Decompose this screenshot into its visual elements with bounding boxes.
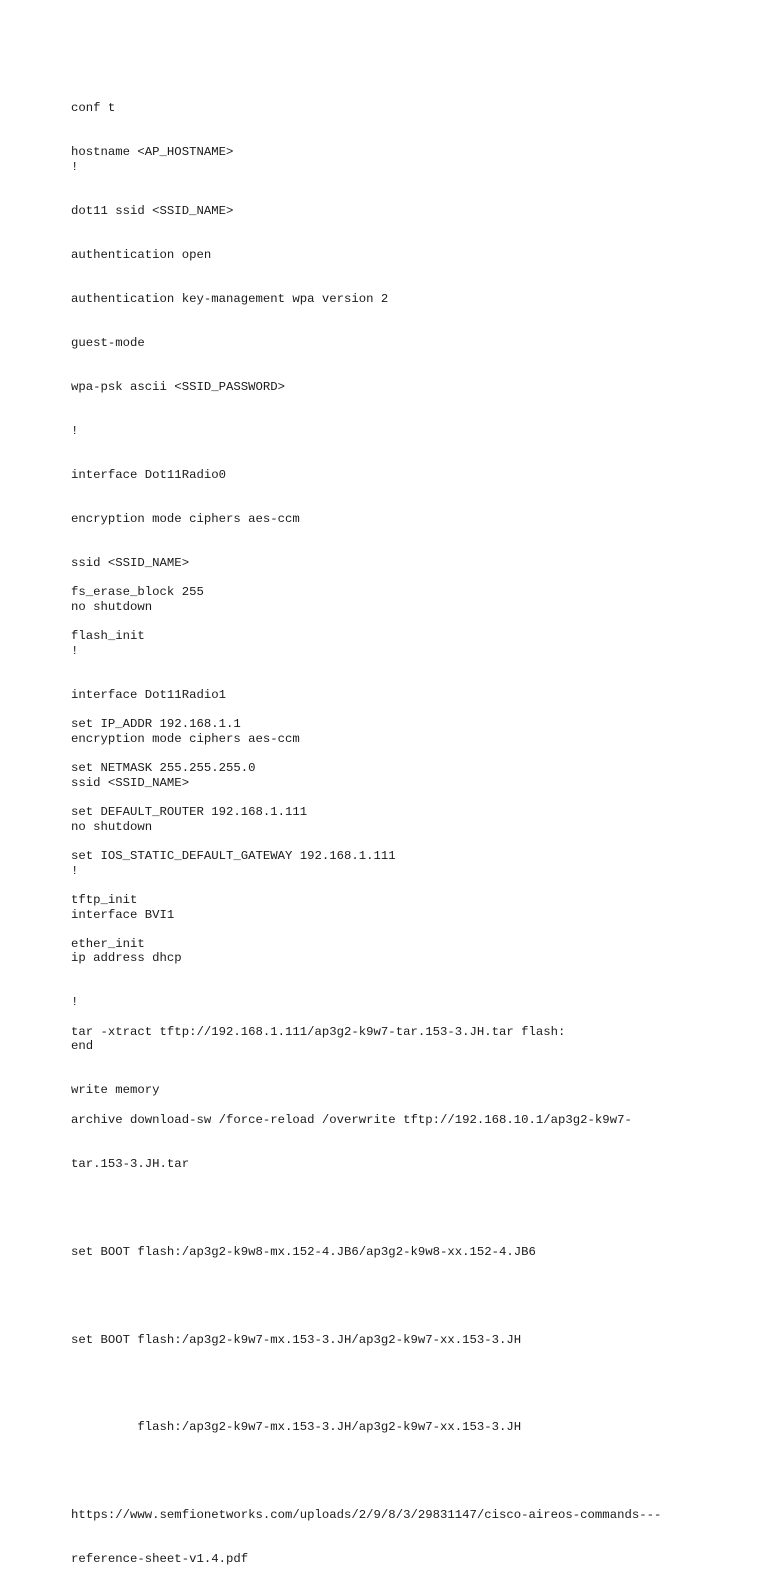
- reference-url-line: https://www.semfionetworks.com/uploads/2/9/8/3/29831147/cisco-aireos-commands---: [71, 1508, 662, 1523]
- text-line: no shutdown: [71, 819, 153, 834]
- text-line: set NETMASK 255.255.255.0: [71, 761, 256, 776]
- text-line: dot11 ssid <SSID_NAME>: [71, 204, 234, 219]
- blank-line: [71, 1201, 661, 1216]
- blank-line: [71, 673, 661, 688]
- text-line: encryption mode ciphers aes-ccm: [71, 511, 300, 526]
- text-line: encryption mode ciphers aes-ccm: [71, 731, 300, 746]
- text-line: ip address dhcp: [71, 951, 182, 966]
- text-line: wpa-psk ascii <SSID_PASSWORD>: [71, 380, 286, 395]
- text-line: !: [71, 160, 79, 175]
- text-line: set IP_ADDR 192.168.1.1: [71, 717, 241, 732]
- text-line: conf t: [71, 101, 116, 116]
- text-line: authentication open: [71, 248, 212, 263]
- blank-line: [71, 1464, 661, 1479]
- text-line: ssid <SSID_NAME>: [71, 775, 190, 790]
- text-line: !: [71, 424, 79, 439]
- text-line: write memory: [71, 1083, 160, 1098]
- text-line: !: [71, 863, 79, 878]
- text-line: tar -xtract tftp://192.168.1.111/ap3g2-k9w7-tar.153-3.JH.tar flash:: [71, 1024, 566, 1039]
- text-line: authentication key-management wpa version 2: [71, 292, 389, 307]
- text-line: !: [71, 643, 79, 658]
- text-line: interface BVI1: [71, 907, 175, 922]
- blank-line: [71, 981, 661, 996]
- blank-line: [71, 1069, 661, 1084]
- text-line: tar.153-3.JH.tar: [71, 1156, 190, 1171]
- text-line: flash_init: [71, 629, 145, 644]
- text-line: set BOOT flash:/ap3g2-k9w8-mx.152-4.JB6/ap3g2-k9w8-xx.152-4.JB6: [71, 1244, 536, 1259]
- text-line: set DEFAULT_ROUTER 192.168.1.111: [71, 805, 308, 820]
- text-line: flash:/ap3g2-k9w7-mx.153-3.JH/ap3g2-k9w7-xx.153-3.JH: [71, 1420, 522, 1435]
- text-line: !: [71, 995, 79, 1010]
- reference-url-line: reference-sheet-v1.4.pdf: [71, 1552, 249, 1567]
- text-line: guest-mode: [71, 336, 145, 351]
- text-line: tftp_init: [71, 892, 138, 907]
- text-line: fs_erase_block 255: [71, 585, 204, 600]
- text-line: hostname <AP_HOSTNAME>: [71, 145, 234, 160]
- text-line: set IOS_STATIC_DEFAULT_GATEWAY 192.168.1.111: [71, 849, 396, 864]
- text-line: ssid <SSID_NAME>: [71, 555, 190, 570]
- text-line: no shutdown: [71, 599, 153, 614]
- blank-line: [71, 1376, 661, 1391]
- blank-line: [71, 1289, 661, 1304]
- text-line: interface Dot11Radio1: [71, 687, 226, 702]
- boot-commands-block: [71, 556, 661, 1596]
- text-line: end: [71, 1039, 94, 1054]
- text-line: ether_init: [71, 936, 145, 951]
- text-line: interface Dot11Radio0: [71, 467, 226, 482]
- text-line: set BOOT flash:/ap3g2-k9w7-mx.153-3.JH/ap3g2-k9w7-xx.153-3.JH: [71, 1332, 522, 1347]
- text-line: archive download-sw /force-reload /overwrite tftp://192.168.10.1/ap3g2-k9w7-: [71, 1112, 632, 1127]
